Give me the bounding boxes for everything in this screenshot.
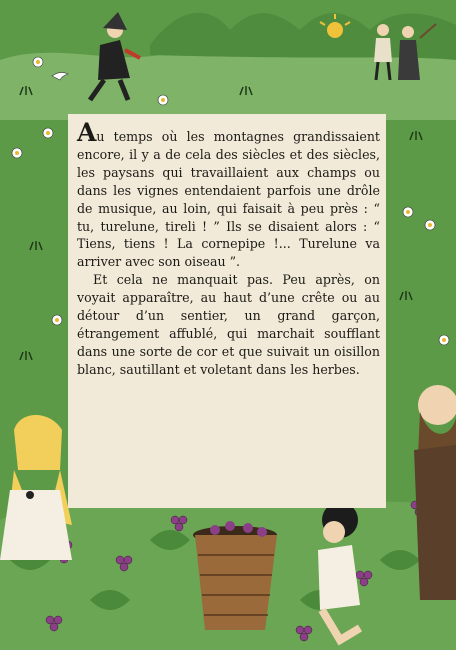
man-figure — [414, 385, 456, 600]
story-paragraph-2: Et cela ne manquait pas. Peu après, on voyait apparaître, au haut d’une crête ou au détour d’un sentier, un grand garçon, étrangement affublé, qui marchait soufflant dans une sorte de cor et que suivait un oisillon blanc, sautillant et voletant dans les herbes. — [77, 272, 380, 377]
grape-basket — [193, 521, 277, 630]
story-paragraph-1: Au temps où les montagnes grandissaient encore, il y a de cela des siècles et des siècles, les paysans qui travaillaient aux champs ou dans les vignes entendaient parfois une drôle de musique, au loin, qui faisait à peu près : “ tu, turelune, tireli ! ” Ils se disaient alors : “ Tiens, tiens ! La cornepipe !... Turelune va arriver avec son oiseau ”. — [77, 118, 380, 270]
story-text-panel — [68, 114, 386, 508]
